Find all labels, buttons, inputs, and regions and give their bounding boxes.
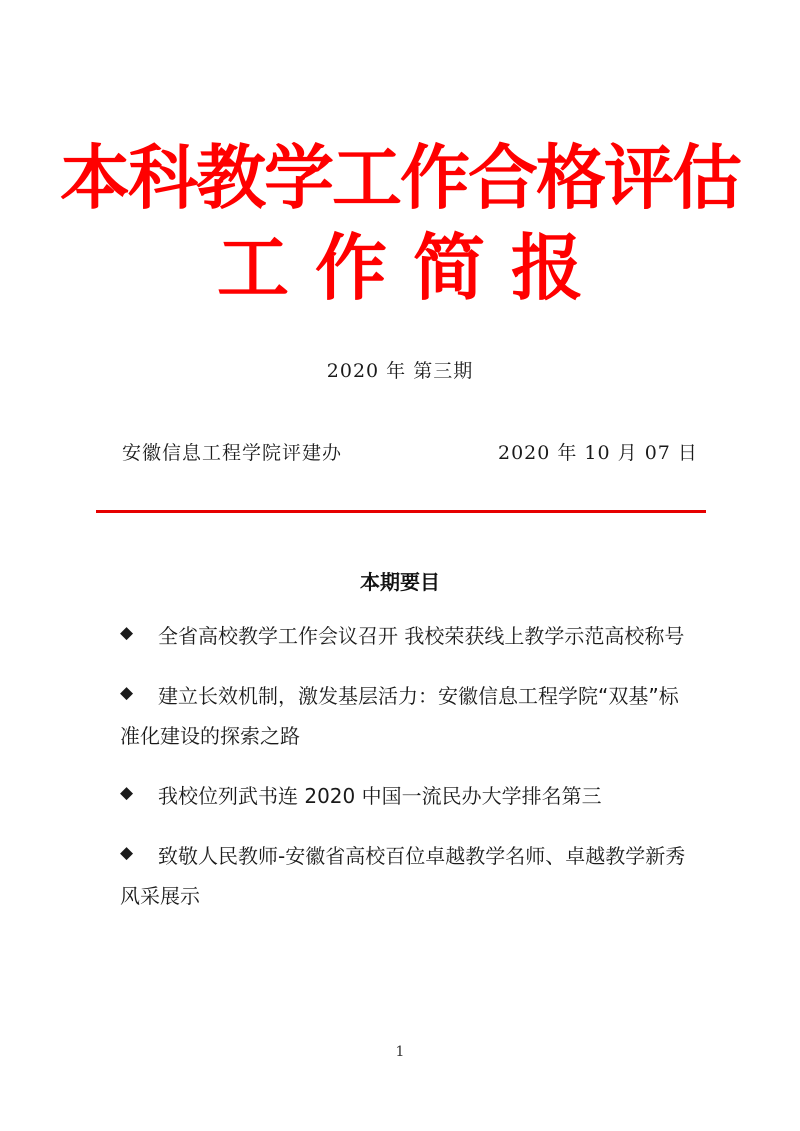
toc-item-text: 致敬人民教师-安徽省高校百位卓越教学名师、卓越教学新秀风采展示 — [120, 844, 686, 908]
toc-item — [120, 776, 690, 816]
diamond-bullet-icon: ◆ — [120, 783, 134, 803]
issue-date: 2020 年 10 月 07 日 — [498, 442, 698, 464]
issuer-name: 安徽信息工程学院评建办 — [122, 442, 343, 464]
issue-number: 2020 年 第三期 — [326, 360, 474, 382]
toc-item — [120, 616, 690, 656]
toc-item — [120, 836, 690, 916]
toc-heading: 本期要目 — [360, 570, 440, 594]
red-divider — [96, 510, 706, 513]
toc-item-text: 建立长效机制，激发基层活力：安徽信息工程学院“双基”标准化建设的探索之路 — [120, 684, 679, 748]
toc-item — [120, 676, 690, 756]
page-number: 1 — [395, 1044, 405, 1060]
report-title-line-2: 工作简报 — [216, 226, 609, 310]
toc-list — [120, 616, 690, 936]
diamond-bullet-icon: ◆ — [120, 843, 134, 863]
toc-item-text: 我校位列武书连 2020 中国一流民办大学排名第三 — [158, 784, 602, 808]
toc-item-text: 全省高校教学工作会议召开 我校荣获线上教学示范高校称号 — [158, 624, 685, 648]
diamond-bullet-icon: ◆ — [120, 683, 134, 703]
report-title-line-1: 本科教学工作合格评估 — [60, 137, 740, 219]
diamond-bullet-icon: ◆ — [120, 623, 134, 643]
